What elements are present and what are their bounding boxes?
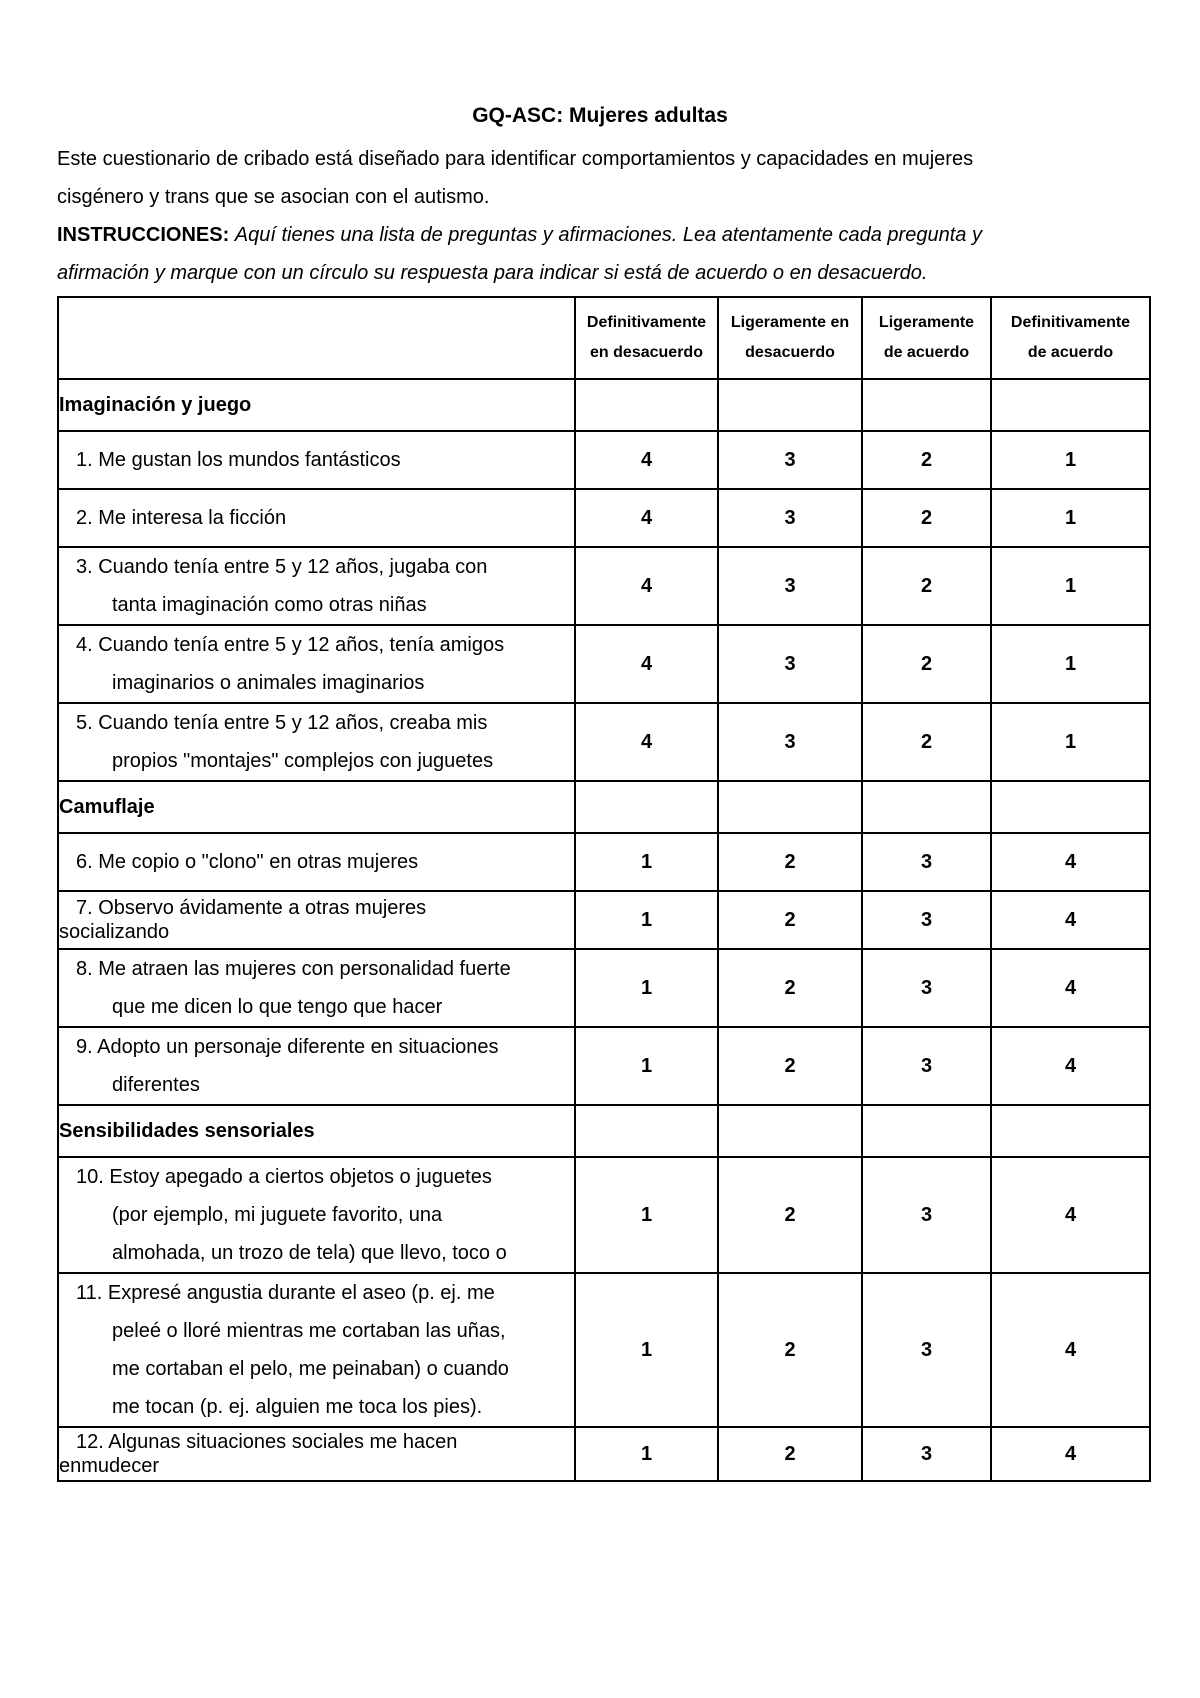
answer-option[interactable]: 2 bbox=[718, 1427, 862, 1481]
question-line: 11. Expresé angustia durante el aseo (p. ej. me bbox=[76, 1282, 495, 1304]
section-row bbox=[58, 379, 1150, 431]
instructions-line-2: afirmación y marque con un círculo su respuesta para indicar si está de acuerdo o en desacuerdo. bbox=[57, 262, 928, 284]
question-row bbox=[58, 1157, 1150, 1273]
section-title: Camuflaje bbox=[58, 781, 575, 833]
question-row bbox=[58, 1427, 1150, 1481]
answer-option[interactable]: 4 bbox=[991, 1273, 1150, 1427]
empty-cell bbox=[862, 1105, 991, 1157]
answer-option[interactable]: 3 bbox=[862, 1273, 991, 1427]
answer-option[interactable]: 2 bbox=[862, 489, 991, 547]
question-row bbox=[58, 625, 1150, 703]
question-line: 8. Me atraen las mujeres con personalidad fuerte bbox=[76, 958, 511, 980]
answer-option[interactable]: 2 bbox=[718, 891, 862, 949]
question-text bbox=[58, 1157, 575, 1273]
answer-option[interactable]: 4 bbox=[575, 489, 718, 547]
question-line: que me dicen lo que tengo que hacer bbox=[112, 996, 443, 1018]
question-line: peleé o lloré mientras me cortaban las uñas, bbox=[112, 1320, 506, 1342]
answer-option[interactable]: 2 bbox=[862, 547, 991, 625]
question-text bbox=[58, 489, 575, 547]
answer-option[interactable]: 2 bbox=[718, 833, 862, 891]
question-text bbox=[58, 1273, 575, 1427]
question-line: me tocan (p. ej. alguien me toca los pies). bbox=[112, 1396, 483, 1418]
question-row bbox=[58, 489, 1150, 547]
question-text bbox=[58, 1427, 575, 1481]
answer-option[interactable]: 1 bbox=[991, 431, 1150, 489]
header-strongly-agree bbox=[991, 297, 1150, 379]
header-line: de acuerdo bbox=[883, 344, 970, 361]
answer-option[interactable]: 2 bbox=[718, 1157, 862, 1273]
question-line: 1. Me gustan los mundos fantásticos bbox=[76, 449, 401, 471]
empty-cell bbox=[991, 781, 1150, 833]
question-line: diferentes bbox=[112, 1074, 200, 1096]
question-row bbox=[58, 1027, 1150, 1105]
question-row bbox=[58, 703, 1150, 781]
answer-option[interactable]: 1 bbox=[991, 547, 1150, 625]
answer-option[interactable]: 2 bbox=[862, 703, 991, 781]
question-line: 4. Cuando tenía entre 5 y 12 años, tenía amigos bbox=[76, 634, 505, 656]
answer-option[interactable]: 3 bbox=[718, 547, 862, 625]
empty-cell bbox=[862, 379, 991, 431]
answer-option[interactable]: 3 bbox=[718, 625, 862, 703]
answer-option[interactable]: 3 bbox=[862, 891, 991, 949]
header-line: Ligeramente en bbox=[730, 314, 850, 331]
answer-option[interactable]: 1 bbox=[575, 891, 718, 949]
header-slightly-disagree bbox=[718, 297, 862, 379]
intro-block bbox=[57, 140, 1157, 292]
header-row bbox=[58, 297, 1150, 379]
answer-option[interactable]: 1 bbox=[575, 1027, 718, 1105]
question-line: 3. Cuando tenía entre 5 y 12 años, jugaba con bbox=[76, 556, 488, 578]
header-line: en desacuerdo bbox=[590, 344, 703, 361]
header-slightly-agree bbox=[862, 297, 991, 379]
question-text bbox=[58, 703, 575, 781]
answer-option[interactable]: 4 bbox=[991, 1157, 1150, 1273]
intro-line-1: Este cuestionario de cribado está diseñado para identificar comportamientos y capacidades en mujeres bbox=[57, 148, 974, 170]
empty-cell bbox=[991, 379, 1150, 431]
question-text bbox=[58, 833, 575, 891]
question-text bbox=[58, 625, 575, 703]
section-title: Sensibilidades sensoriales bbox=[58, 1105, 575, 1157]
answer-option[interactable]: 2 bbox=[862, 431, 991, 489]
question-text bbox=[58, 891, 575, 949]
answer-option[interactable]: 4 bbox=[575, 625, 718, 703]
question-line: 7. Observo ávidamente a otras mujeres bbox=[76, 897, 427, 919]
question-line: 2. Me interesa la ficción bbox=[76, 507, 287, 529]
answer-option[interactable]: 4 bbox=[991, 1027, 1150, 1105]
question-line: me cortaban el pelo, me peinaban) o cuando bbox=[112, 1358, 509, 1380]
answer-option[interactable]: 2 bbox=[718, 1273, 862, 1427]
question-line: imaginarios o animales imaginarios bbox=[112, 672, 425, 694]
question-row bbox=[58, 547, 1150, 625]
answer-option[interactable]: 4 bbox=[575, 431, 718, 489]
header-line: Definitivamente bbox=[586, 314, 707, 331]
answer-option[interactable]: 1 bbox=[991, 625, 1150, 703]
answer-option[interactable]: 4 bbox=[575, 547, 718, 625]
answer-option[interactable]: 1 bbox=[575, 1157, 718, 1273]
section-title: Imaginación y juego bbox=[58, 379, 575, 431]
question-line: 9. Adopto un personaje diferente en situaciones bbox=[76, 1036, 499, 1058]
answer-option[interactable]: 3 bbox=[862, 1157, 991, 1273]
answer-option[interactable]: 2 bbox=[718, 949, 862, 1027]
question-text bbox=[58, 547, 575, 625]
header-line: Ligeramente bbox=[878, 314, 975, 331]
question-line: 5. Cuando tenía entre 5 y 12 años, creaba mis bbox=[76, 712, 488, 734]
questionnaire-table bbox=[57, 296, 1151, 1482]
header-strongly-disagree bbox=[575, 297, 718, 379]
question-row bbox=[58, 1273, 1150, 1427]
header-empty-cell bbox=[58, 297, 575, 379]
empty-cell bbox=[718, 379, 862, 431]
question-row bbox=[58, 891, 1150, 949]
question-row bbox=[58, 949, 1150, 1027]
answer-option[interactable]: 1 bbox=[575, 1273, 718, 1427]
question-row bbox=[58, 833, 1150, 891]
header-line: Definitivamente bbox=[1010, 314, 1131, 331]
section-row bbox=[58, 781, 1150, 833]
question-line: tanta imaginación como otras niñas bbox=[112, 594, 427, 616]
answer-option[interactable]: 1 bbox=[575, 1427, 718, 1481]
question-line: 12. Algunas situaciones sociales me hacen bbox=[76, 1431, 458, 1453]
empty-cell bbox=[575, 379, 718, 431]
question-line: 6. Me copio o "clono" en otras mujeres bbox=[76, 851, 419, 873]
answer-option[interactable]: 2 bbox=[862, 625, 991, 703]
answer-option[interactable]: 4 bbox=[991, 949, 1150, 1027]
instructions-text-1: Aquí tienes una lista de preguntas y afirmaciones. Lea atentamente cada pregunta y bbox=[234, 224, 982, 246]
answer-option[interactable]: 1 bbox=[991, 703, 1150, 781]
question-text bbox=[58, 431, 575, 489]
answer-option[interactable]: 3 bbox=[718, 489, 862, 547]
intro-line-2: cisgénero y trans que se asocian con el autismo. bbox=[57, 186, 490, 208]
document-title: GQ-ASC: Mujeres adultas bbox=[472, 104, 728, 127]
instructions-label: INSTRUCCIONES: bbox=[57, 224, 230, 246]
question-row bbox=[58, 431, 1150, 489]
question-text bbox=[58, 949, 575, 1027]
empty-cell bbox=[862, 781, 991, 833]
answer-option[interactable]: 1 bbox=[575, 833, 718, 891]
question-line: enmudecer bbox=[59, 1455, 160, 1477]
answer-option[interactable]: 4 bbox=[991, 891, 1150, 949]
question-line: almohada, un trozo de tela) que llevo, toco o bbox=[112, 1242, 507, 1264]
empty-cell bbox=[575, 1105, 718, 1157]
answer-option[interactable]: 3 bbox=[862, 1427, 991, 1481]
answer-option[interactable]: 3 bbox=[862, 949, 991, 1027]
question-line: propios "montajes" complejos con juguetes bbox=[112, 750, 494, 772]
instructions-line-1 bbox=[57, 216, 1157, 254]
answer-option[interactable]: 2 bbox=[718, 1027, 862, 1105]
answer-option[interactable]: 4 bbox=[991, 833, 1150, 891]
empty-cell bbox=[718, 781, 862, 833]
section-row bbox=[58, 1105, 1150, 1157]
answer-option[interactable]: 1 bbox=[575, 949, 718, 1027]
question-line: 10. Estoy apegado a ciertos objetos o juguetes bbox=[76, 1166, 492, 1188]
answer-option[interactable]: 3 bbox=[862, 1027, 991, 1105]
question-text bbox=[58, 1027, 575, 1105]
header-line: desacuerdo bbox=[745, 344, 835, 361]
header-line: de acuerdo bbox=[1027, 344, 1114, 361]
answer-option[interactable]: 4 bbox=[991, 1427, 1150, 1481]
empty-cell bbox=[575, 781, 718, 833]
answer-option[interactable]: 4 bbox=[575, 703, 718, 781]
empty-cell bbox=[718, 1105, 862, 1157]
answer-option[interactable]: 3 bbox=[718, 703, 862, 781]
question-line: (por ejemplo, mi juguete favorito, una bbox=[112, 1204, 443, 1226]
question-line: socializando bbox=[59, 921, 170, 943]
answer-option[interactable]: 1 bbox=[991, 489, 1150, 547]
empty-cell bbox=[991, 1105, 1150, 1157]
answer-option[interactable]: 3 bbox=[718, 431, 862, 489]
answer-option[interactable]: 3 bbox=[862, 833, 991, 891]
